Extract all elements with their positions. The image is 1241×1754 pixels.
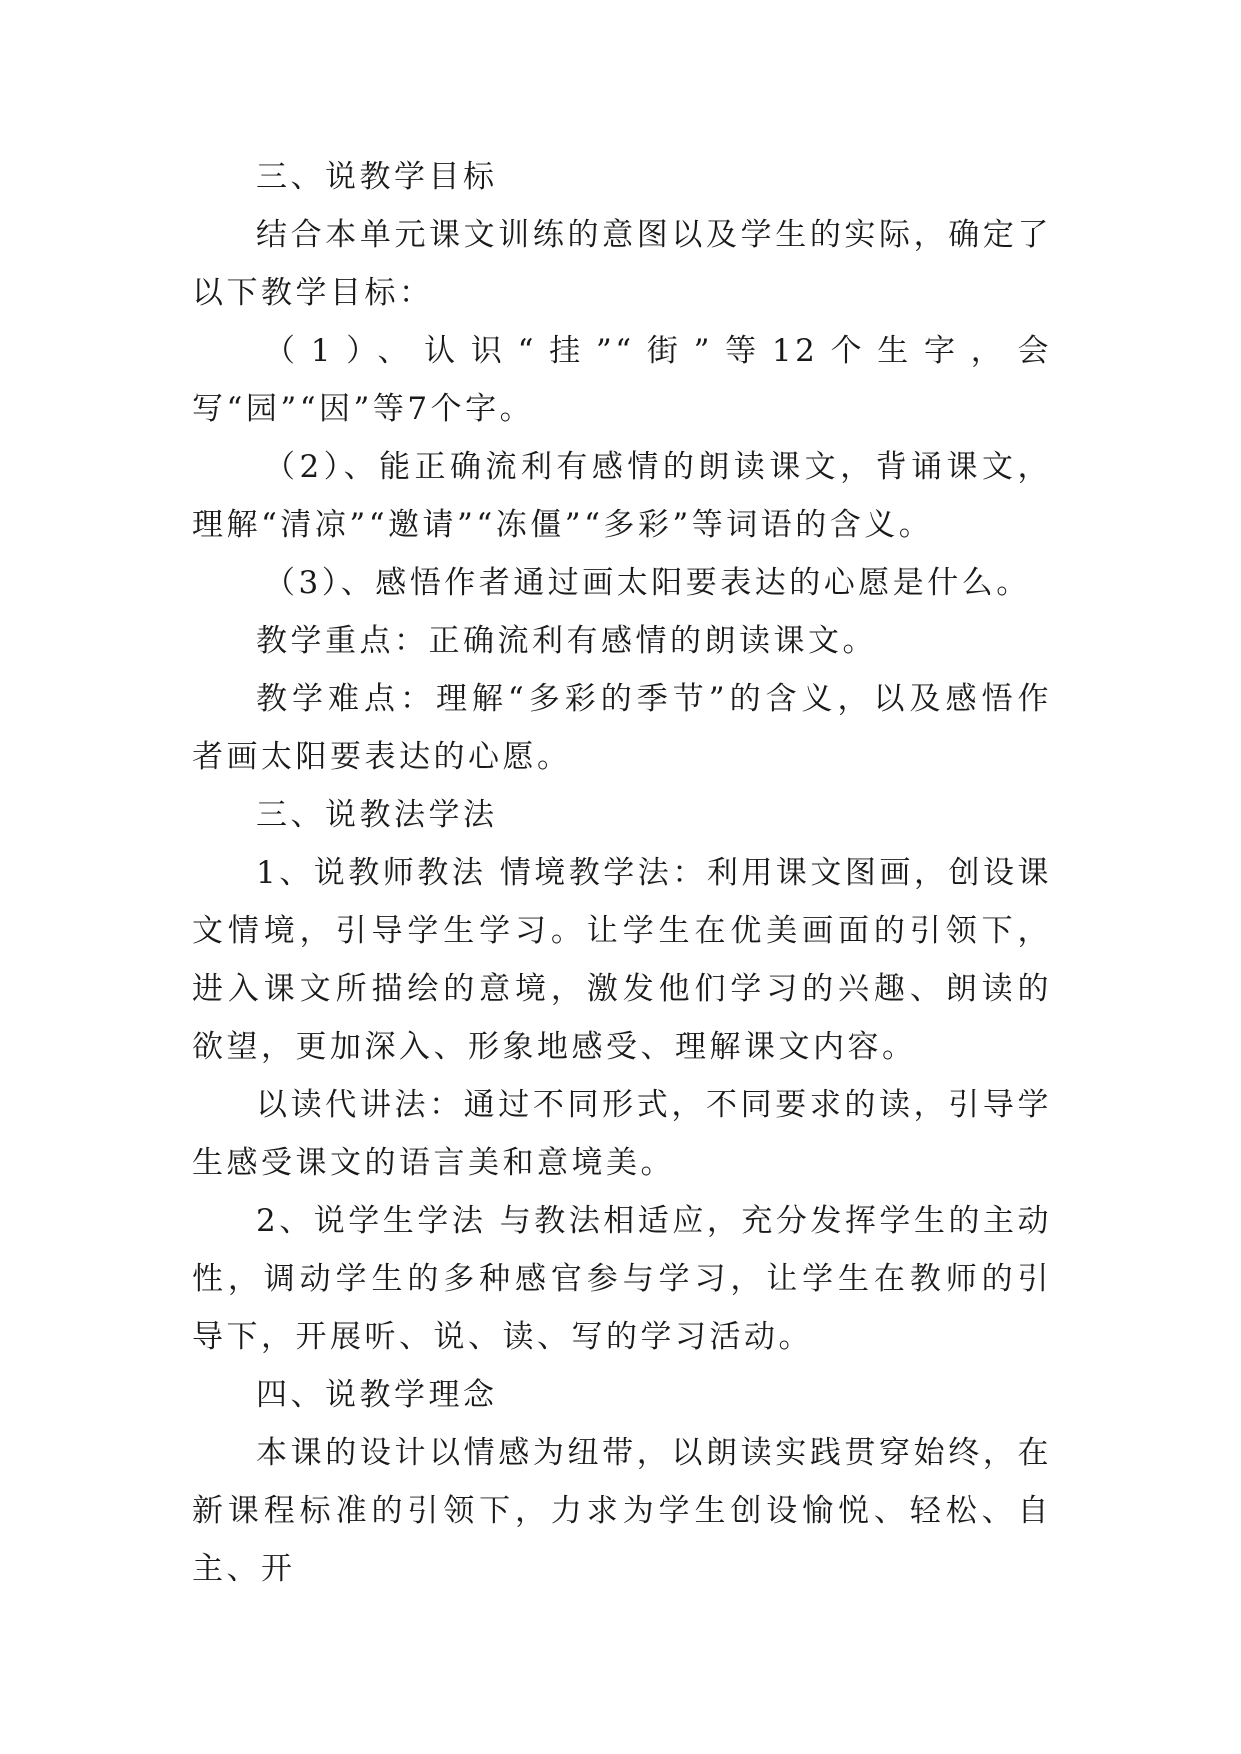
section-heading-methods: 三、说教法学法 [256,797,498,833]
paragraph-reading-method: 以读代讲法：通过不同形式，不同要求的读，引导学生感受课文的语言美和意境美。 [192,1087,1052,1181]
goal-item-2: （2）、能正确流利有感情的朗读课文，背诵课文，理解“清凉”“邀请”“冻僵”“多彩”等词语的含义。 [192,449,1052,543]
paragraph-student-method: 2、说学生学法 与教法相适应，充分发挥学生的主动性，调动学生的多种感官参与学习，让学生在教师的引导下，开展听、说、读、写的学习活动。 [192,1203,1052,1355]
paragraph-teacher-method: 1、说教师教法 情境教学法：利用课文图画，创设课文情境，引导学生学习。让学生在优美画面的引领下，进入课文所描绘的意境，激发他们学习的兴趣、朗读的欲望，更加深入、形象地感受、理解课文内容。 [192,855,1052,1065]
goal-item-3: （3）、感悟作者通过画太阳要表达的心愿是什么。 [264,565,1031,601]
goal-item-1: （1）、认识“挂”“街”等12个生字，会写“园”“因”等7个字。 [192,333,1052,427]
document-page [192,148,1052,1598]
section-heading-philosophy: 四、说教学理念 [256,1377,498,1413]
paragraph-goals-intro: 结合本单元课文训练的意图以及学生的实际，确定了以下教学目标： [192,217,1052,311]
section-heading-teaching-goals: 三、说教学目标 [256,159,498,195]
paragraph-teaching-difficulty: 教学难点：理解“多彩的季节”的含义，以及感悟作者画太阳要表达的心愿。 [192,681,1052,775]
paragraph-philosophy: 本课的设计以情感为纽带，以朗读实践贯穿始终，在新课程标准的引领下，力求为学生创设愉悦、轻松、自主、开 [192,1435,1052,1587]
paragraph-teaching-focus: 教学重点：正确流利有感情的朗读课文。 [256,623,877,659]
